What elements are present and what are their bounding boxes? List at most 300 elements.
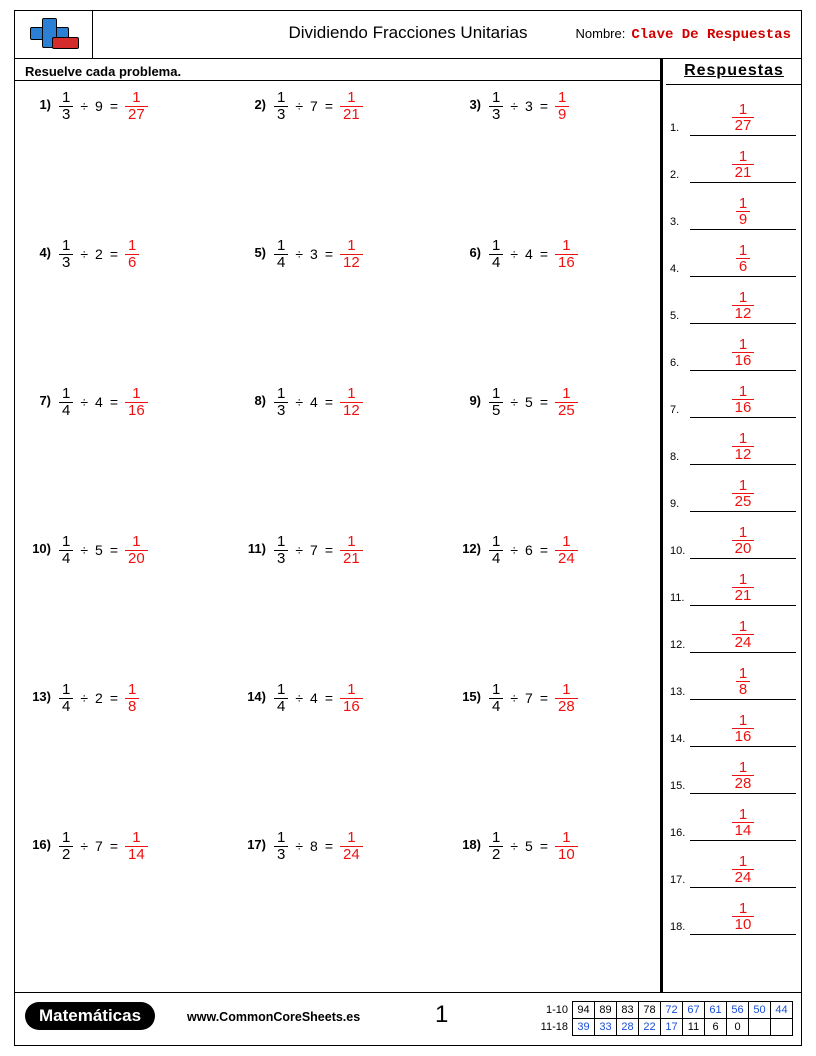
page-header [15, 11, 801, 59]
fraction-numerator: 1 [738, 476, 748, 494]
problem-number: 18) [462, 837, 481, 852]
fraction-denominator: 3 [274, 402, 288, 419]
name-label: Nombre: [575, 26, 626, 41]
fraction [489, 830, 503, 863]
fraction-numerator: 1 [738, 617, 748, 635]
answer-blank[interactable] [690, 891, 796, 935]
answer-row [666, 653, 802, 700]
fraction-denominator: 25 [555, 402, 578, 419]
fraction-denominator: 16 [732, 728, 755, 745]
divisor: 3 [310, 246, 318, 263]
fraction-numerator: 1 [738, 100, 748, 118]
answer-blank[interactable] [690, 327, 796, 371]
equals-sign: = [109, 246, 119, 263]
fraction-denominator: 12 [732, 305, 755, 322]
answer-fraction [732, 478, 755, 511]
fraction [274, 534, 288, 567]
fraction-denominator: 10 [732, 916, 755, 933]
fraction-denominator: 21 [340, 550, 363, 567]
answer-fraction [732, 619, 755, 652]
answer-fraction [340, 830, 363, 863]
equals-sign: = [324, 838, 334, 855]
fraction-denominator: 3 [489, 106, 503, 123]
fraction-numerator: 1 [738, 570, 748, 588]
problem-number: 5) [254, 245, 266, 260]
answer-fraction [732, 337, 755, 370]
fraction-numerator: 1 [738, 241, 748, 259]
problem-expression [274, 386, 363, 419]
problem-expression [274, 534, 363, 567]
answer-blank[interactable] [690, 280, 796, 324]
problem-item [230, 385, 445, 533]
fraction-denominator: 20 [732, 540, 755, 557]
fraction-denominator: 4 [489, 550, 503, 567]
fraction-numerator: 1 [738, 805, 748, 823]
page-title: Dividiendo Fracciones Unitarias [288, 23, 528, 42]
score-cell: 6 [705, 1019, 727, 1036]
division-operator: ÷ [295, 246, 304, 263]
answer-blank[interactable] [690, 797, 796, 841]
fraction-numerator: 1 [558, 89, 567, 106]
answer-index: 7. [670, 404, 680, 416]
answer-blank[interactable] [690, 703, 796, 747]
answer-blank[interactable] [690, 374, 796, 418]
answer-fraction [125, 534, 148, 567]
fraction-numerator: 1 [562, 237, 571, 254]
score-range-label: 11-18 [540, 1021, 568, 1033]
problem-number: 8) [254, 393, 266, 408]
fraction-numerator: 1 [277, 385, 286, 402]
answer-fraction [732, 431, 755, 464]
problem-expression [489, 534, 578, 567]
divisor: 5 [525, 838, 533, 855]
division-operator: ÷ [295, 542, 304, 559]
equals-sign: = [539, 542, 549, 559]
fraction [59, 534, 73, 567]
answer-row [666, 465, 802, 512]
answer-row [666, 512, 802, 559]
problem-number: 6) [469, 245, 481, 260]
score-cell [771, 1019, 793, 1036]
fraction-numerator: 1 [738, 194, 748, 212]
fraction-numerator: 1 [738, 899, 748, 917]
problem-item [230, 533, 445, 681]
fraction-denominator: 27 [732, 117, 755, 134]
answer-index: 10. [670, 545, 686, 557]
fraction [489, 386, 503, 419]
fraction-denominator: 8 [736, 681, 750, 698]
fraction-numerator: 1 [347, 89, 356, 106]
fraction-denominator: 6 [736, 258, 750, 275]
problem-expression [489, 830, 578, 863]
problem-expression [489, 682, 578, 715]
answer-fraction [732, 572, 755, 605]
equals-sign: = [539, 98, 549, 115]
fraction [59, 386, 73, 419]
answer-index: 6. [670, 357, 680, 369]
answer-blank[interactable] [690, 139, 796, 183]
equals-sign: = [324, 690, 334, 707]
answer-fraction [555, 238, 578, 271]
division-operator: ÷ [295, 690, 304, 707]
answers-list [666, 85, 802, 935]
fraction-denominator: 3 [59, 254, 73, 271]
page-number: 1 [435, 1001, 449, 1028]
problem-expression [274, 90, 363, 123]
fraction-numerator: 1 [128, 237, 137, 254]
divisor: 4 [525, 246, 533, 263]
problem-expression [59, 682, 139, 715]
answer-index: 15. [670, 780, 686, 792]
problem-number: 15) [462, 689, 481, 704]
divisor: 5 [95, 542, 103, 559]
fraction-numerator: 1 [738, 523, 748, 541]
fraction-denominator: 24 [732, 869, 755, 886]
answer-fraction [340, 238, 363, 271]
answer-fraction [555, 830, 578, 863]
answer-index: 5. [670, 310, 680, 322]
score-cell: 17 [661, 1019, 683, 1036]
score-cell: 0 [727, 1019, 749, 1036]
score-cell: 44 [771, 1002, 793, 1019]
equals-sign: = [109, 542, 119, 559]
fraction-numerator: 1 [562, 385, 571, 402]
division-operator: ÷ [295, 98, 304, 115]
fraction [274, 830, 288, 863]
answer-row [666, 371, 802, 418]
problem-expression [489, 386, 578, 419]
fraction-numerator: 1 [492, 89, 501, 106]
score-cell: 22 [639, 1019, 661, 1036]
divisor: 7 [310, 98, 318, 115]
problem-number: 2) [254, 97, 266, 112]
fraction [274, 238, 288, 271]
answer-blank[interactable] [690, 92, 796, 136]
fraction-denominator: 16 [732, 399, 755, 416]
answers-title: Respuestas [666, 59, 802, 85]
score-row [539, 1019, 793, 1036]
divisor: 6 [525, 542, 533, 559]
equals-sign: = [324, 394, 334, 411]
fraction-numerator: 1 [277, 533, 286, 550]
fraction-numerator: 1 [132, 385, 141, 402]
divisor: 4 [95, 394, 103, 411]
fraction-denominator: 24 [340, 846, 363, 863]
answer-row [666, 418, 802, 465]
answer-fraction [125, 830, 148, 863]
division-operator: ÷ [80, 690, 89, 707]
answer-index: 3. [670, 216, 680, 228]
score-cell: 89 [595, 1002, 617, 1019]
division-operator: ÷ [80, 246, 89, 263]
answer-index: 13. [670, 686, 686, 698]
instructions: Resuelve cada problema. [15, 59, 660, 81]
answer-blank[interactable] [690, 656, 796, 700]
problem-number: 1) [39, 97, 51, 112]
fraction [489, 90, 503, 123]
score-cell [749, 1019, 771, 1036]
problem-number: 4) [39, 245, 51, 260]
answer-row [666, 183, 802, 230]
answer-index: 9. [670, 498, 680, 510]
problem-item [15, 237, 230, 385]
answer-blank[interactable] [690, 421, 796, 465]
fraction-numerator: 1 [738, 335, 748, 353]
equals-sign: = [324, 246, 334, 263]
answer-blank[interactable] [690, 750, 796, 794]
answer-row [666, 747, 802, 794]
problem-item [445, 89, 660, 237]
answer-fraction [732, 290, 755, 323]
fraction-numerator: 1 [738, 288, 748, 306]
score-cell: 72 [661, 1002, 683, 1019]
answer-row [666, 136, 802, 183]
answer-fraction [732, 149, 755, 182]
fraction-numerator: 1 [347, 237, 356, 254]
division-operator: ÷ [295, 394, 304, 411]
answer-blank[interactable] [690, 844, 796, 888]
problem-expression [274, 682, 363, 715]
problem-number: 12) [462, 541, 481, 556]
fraction-denominator: 4 [59, 402, 73, 419]
problem-item [230, 681, 445, 829]
fraction-numerator: 1 [62, 533, 71, 550]
answer-index: 4. [670, 263, 680, 275]
answer-index: 11. [670, 592, 685, 604]
page-body [15, 59, 801, 992]
fraction-numerator: 1 [62, 681, 71, 698]
problem-expression [59, 90, 148, 123]
problem-number: 16) [32, 837, 51, 852]
problem-expression [489, 90, 569, 123]
fraction-denominator: 3 [59, 106, 73, 123]
answer-row [666, 89, 802, 136]
fraction-numerator: 1 [492, 237, 501, 254]
answer-fraction [736, 666, 750, 699]
answer-index: 17. [670, 874, 686, 886]
problem-expression [489, 238, 578, 271]
problem-item [15, 681, 230, 829]
fraction-numerator: 1 [738, 382, 748, 400]
fraction-denominator: 12 [340, 402, 363, 419]
problem-expression [59, 386, 148, 419]
fraction-numerator: 1 [562, 681, 571, 698]
problem-item [230, 829, 445, 977]
fraction-numerator: 1 [562, 829, 571, 846]
fraction-numerator: 1 [62, 237, 71, 254]
fraction-numerator: 1 [562, 533, 571, 550]
answer-blank[interactable] [690, 515, 796, 559]
answer-blank[interactable] [690, 186, 796, 230]
answer-fraction [340, 90, 363, 123]
answer-blank[interactable] [690, 233, 796, 277]
answer-fraction [555, 386, 578, 419]
equals-sign: = [109, 838, 119, 855]
fraction-denominator: 16 [555, 254, 578, 271]
fraction-denominator: 12 [732, 446, 755, 463]
fraction-numerator: 1 [738, 429, 748, 447]
divisor: 7 [310, 542, 318, 559]
answer-row [666, 841, 802, 888]
answer-row [666, 794, 802, 841]
answer-index: 18. [670, 921, 686, 933]
answer-fraction [555, 90, 569, 123]
answer-blank[interactable] [690, 562, 796, 606]
fraction-numerator: 1 [62, 829, 71, 846]
problem-item [445, 681, 660, 829]
equals-sign: = [539, 394, 549, 411]
score-cell: 39 [573, 1019, 595, 1036]
fraction-denominator: 14 [125, 846, 148, 863]
answer-fraction [736, 243, 750, 276]
fraction-numerator: 1 [492, 385, 501, 402]
problems-grid [15, 81, 660, 977]
fraction-denominator: 24 [732, 634, 755, 651]
answer-row [666, 230, 802, 277]
fraction-denominator: 4 [59, 550, 73, 567]
answer-index: 14. [670, 733, 686, 745]
divisor: 3 [525, 98, 533, 115]
problem-expression [59, 534, 148, 567]
fraction-numerator: 1 [277, 237, 286, 254]
fraction-numerator: 1 [347, 829, 356, 846]
score-cell: 94 [573, 1002, 595, 1019]
answer-fraction [732, 760, 755, 793]
answer-row [666, 700, 802, 747]
fraction [489, 534, 503, 567]
fraction-numerator: 1 [62, 385, 71, 402]
fraction [489, 238, 503, 271]
answer-fraction [340, 534, 363, 567]
fraction [274, 90, 288, 123]
fraction-denominator: 28 [732, 775, 755, 792]
fraction-denominator: 3 [274, 550, 288, 567]
fraction-numerator: 1 [347, 681, 356, 698]
division-operator: ÷ [80, 542, 89, 559]
answer-fraction [555, 534, 578, 567]
answer-fraction [555, 682, 578, 715]
division-operator: ÷ [80, 838, 89, 855]
fraction-numerator: 1 [347, 533, 356, 550]
fraction-denominator: 21 [732, 164, 755, 181]
answer-fraction [732, 384, 755, 417]
score-table [539, 1001, 794, 1036]
divisor: 5 [525, 394, 533, 411]
problem-expression [59, 830, 148, 863]
division-operator: ÷ [510, 246, 519, 263]
fraction-numerator: 1 [277, 89, 286, 106]
fraction-denominator: 5 [489, 402, 503, 419]
fraction [489, 682, 503, 715]
equals-sign: = [539, 246, 549, 263]
equals-sign: = [324, 542, 334, 559]
problem-item [15, 829, 230, 977]
answer-fraction [125, 682, 139, 715]
fraction-denominator: 4 [59, 698, 73, 715]
fraction-denominator: 20 [125, 550, 148, 567]
problem-item [445, 237, 660, 385]
problem-item [15, 533, 230, 681]
answer-blank[interactable] [690, 468, 796, 512]
fraction-numerator: 1 [738, 711, 748, 729]
answer-fraction [125, 90, 148, 123]
fraction-numerator: 1 [738, 664, 748, 682]
answer-fraction [732, 102, 755, 135]
score-cell: 83 [617, 1002, 639, 1019]
answer-index: 16. [670, 827, 686, 839]
answer-index: 1. [670, 122, 680, 134]
answer-fraction [340, 682, 363, 715]
answer-fraction [125, 238, 139, 271]
problem-expression [59, 238, 139, 271]
answer-blank[interactable] [690, 609, 796, 653]
answer-fraction [736, 196, 750, 229]
equals-sign: = [324, 98, 334, 115]
score-cell: 67 [683, 1002, 705, 1019]
equals-sign: = [109, 98, 119, 115]
answer-row [666, 277, 802, 324]
divisor: 4 [310, 690, 318, 707]
problem-item [230, 89, 445, 237]
fraction-denominator: 16 [340, 698, 363, 715]
fraction [274, 386, 288, 419]
fraction [274, 682, 288, 715]
answer-fraction [732, 525, 755, 558]
division-operator: ÷ [295, 838, 304, 855]
equals-sign: = [539, 838, 549, 855]
answer-index: 2. [670, 169, 680, 181]
problem-number: 13) [32, 689, 51, 704]
problem-item [445, 533, 660, 681]
fraction-numerator: 1 [132, 89, 141, 106]
score-cell: 50 [749, 1002, 771, 1019]
fraction-numerator: 1 [347, 385, 356, 402]
problem-number: 11) [247, 541, 266, 556]
divisor: 7 [95, 838, 103, 855]
answer-row [666, 888, 802, 935]
fraction [59, 238, 73, 271]
problem-item [15, 89, 230, 237]
problems-column [15, 59, 663, 992]
division-operator: ÷ [510, 838, 519, 855]
fraction-denominator: 28 [555, 698, 578, 715]
divisor: 2 [95, 246, 103, 263]
equals-sign: = [539, 690, 549, 707]
score-range-label: 1-10 [545, 1004, 568, 1016]
website-url: www.CommonCoreSheets.es [187, 1010, 361, 1024]
division-operator: ÷ [80, 98, 89, 115]
divisor: 4 [310, 394, 318, 411]
problem-expression [274, 830, 363, 863]
fraction-denominator: 6 [125, 254, 139, 271]
division-operator: ÷ [510, 394, 519, 411]
fraction-numerator: 1 [277, 681, 286, 698]
problem-number: 7) [39, 393, 51, 408]
answers-column [666, 59, 802, 992]
fraction-denominator: 8 [125, 698, 139, 715]
fraction-denominator: 9 [555, 106, 569, 123]
problem-item [445, 829, 660, 977]
answer-fraction [732, 854, 755, 887]
fraction-numerator: 1 [132, 533, 141, 550]
answer-row [666, 559, 802, 606]
fraction-numerator: 1 [277, 829, 286, 846]
answer-index: 12. [670, 639, 686, 651]
fraction-numerator: 1 [738, 852, 748, 870]
fraction-numerator: 1 [128, 681, 137, 698]
score-row [539, 1002, 793, 1019]
name-area [576, 26, 792, 43]
